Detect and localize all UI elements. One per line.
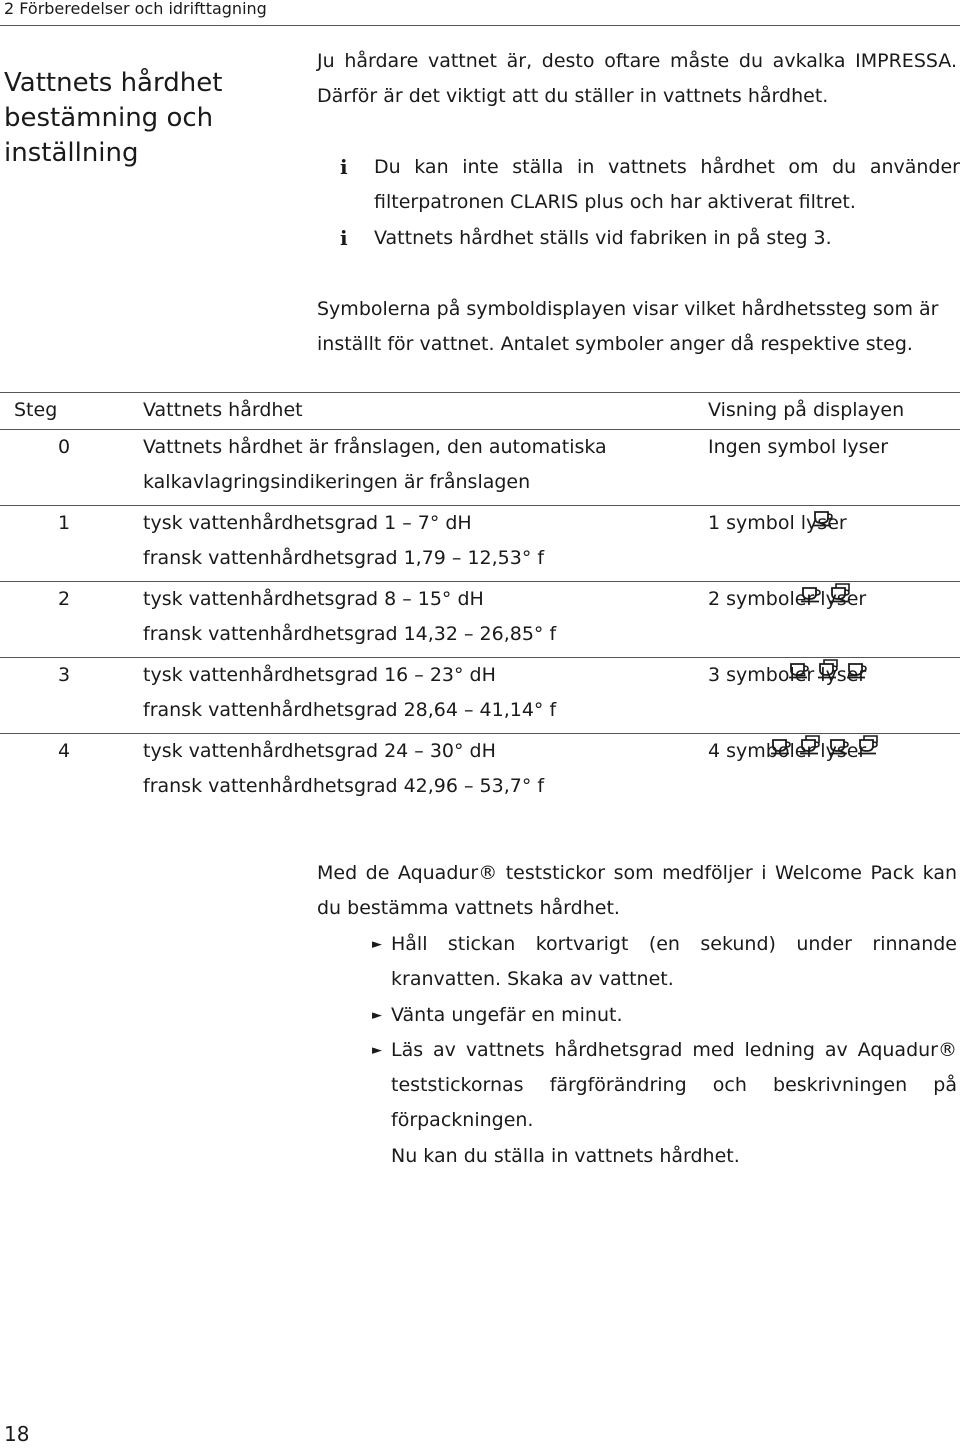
table-row: [0, 734, 960, 809]
result-text: Nu kan du ställa in vattnets hårdhet.: [391, 1145, 740, 1167]
header-divider: [0, 25, 960, 26]
header-step: Steg: [14, 399, 58, 421]
hardness-description: [143, 506, 703, 576]
instruction-text: Vänta ungefär en minut.: [391, 1004, 623, 1026]
aquadur-paragraph: Med de Aquadur® teststickor som medföljer i Welcome Pack kan du bestämma vattnets hårdhet.: [317, 862, 957, 919]
hardness-description: [143, 582, 703, 652]
symbol-group: [788, 658, 870, 688]
coffee-cup-icon: [857, 734, 881, 756]
intro-paragraph: Ju hårdare vattnet är, desto oftare måste du avkalka IMPRESSA. Därför är det viktigt att du ställer in vattnets hårdhet.: [317, 50, 957, 107]
header-hardness: Vattnets hårdhet: [143, 399, 303, 421]
coffee-cup-icon: [846, 658, 870, 680]
symbol-group: [812, 506, 836, 536]
step-number: 4: [58, 740, 71, 762]
hardness-line: tysk vattenhårdhetsgrad 8 – 15° dH: [143, 588, 484, 610]
coffee-cup-icon: [800, 582, 824, 604]
hardness-description: [143, 734, 703, 804]
display-state: 4 symboler lyser: [708, 740, 867, 762]
bullet-arrow-icon: ►: [372, 1043, 382, 1058]
table-row: [0, 582, 960, 658]
instruction-step: [372, 998, 957, 1033]
info-note-text: Vattnets hårdhet ställs vid fabriken in på steg 3.: [374, 227, 832, 249]
hardness-description: [143, 430, 703, 500]
symbol-group: [800, 582, 853, 612]
display-state: 3 symboler lyser: [708, 664, 867, 686]
coffee-cup-icon: [817, 658, 841, 680]
coffee-cup-icon: [770, 734, 794, 756]
bullet-arrow-icon: ►: [372, 1008, 382, 1023]
table-row: [0, 430, 960, 506]
info-icon: i: [340, 226, 348, 250]
info-note-factory: [340, 221, 960, 256]
symbol-group: [770, 734, 881, 764]
section-title: Vattnets hårdhet bestämning och inställning: [4, 67, 223, 168]
instruction-text: Håll stickan kortvarigt (en sekund) under rinnande kranvatten. Skaka av vattnet.: [391, 933, 957, 990]
table-row: [0, 506, 960, 582]
hardness-line: kalkavlagringsindikeringen är frånslagen: [143, 471, 531, 493]
info-note-claris: [340, 150, 960, 220]
info-note-text: Du kan inte ställa in vattnets hårdhet om du använder filterpatronen CLARIS plus och har aktiverat filtret.: [374, 156, 960, 213]
hardness-line: fransk vattenhårdhetsgrad 42,96 – 53,7° f: [143, 775, 545, 797]
coffee-cup-icon: [829, 582, 853, 604]
hardness-line: Vattnets hårdhet är frånslagen, den automatiska: [143, 436, 607, 458]
hardness-line: tysk vattenhårdhetsgrad 16 – 23° dH: [143, 664, 496, 686]
coffee-cup-icon: [812, 506, 836, 528]
table-header-row: [0, 392, 960, 430]
instruction-step: [372, 1033, 957, 1138]
instruction-step: [372, 927, 957, 997]
hardness-line: fransk vattenhårdhetsgrad 1,79 – 12,53° f: [143, 547, 545, 569]
hardness-line: fransk vattenhårdhetsgrad 28,64 – 41,14° f: [143, 699, 557, 721]
hardness-line: tysk vattenhårdhetsgrad 24 – 30° dH: [143, 740, 496, 762]
hardness-line: fransk vattenhårdhetsgrad 14,32 – 26,85° f: [143, 623, 557, 645]
bullet-arrow-icon: ►: [372, 937, 382, 952]
table-row: [0, 658, 960, 734]
chapter-header: 2 Förberedelser och idrifttagning: [4, 0, 267, 18]
step-number: 0: [58, 436, 71, 458]
display-state: 2 symboler lyser: [708, 588, 867, 610]
step-number: 2: [58, 588, 71, 610]
symbols-paragraph: Symbolerna på symboldisplayen visar vilket hårdhetssteg som är inställt för vattnet. Antalet symboler anger då respektive steg.: [317, 298, 939, 355]
coffee-cup-icon: [799, 734, 823, 756]
instruction-text: Läs av vattnets hårdhetsgrad med ledning av Aquadur® teststickornas färgförändring och beskrivningen på förpackningen.: [391, 1039, 957, 1131]
info-icon: i: [340, 155, 348, 179]
hardness-description: [143, 658, 703, 728]
step-number: 3: [58, 664, 71, 686]
hardness-table: [0, 392, 960, 809]
hardness-line: tysk vattenhårdhetsgrad 1 – 7° dH: [143, 512, 472, 534]
page-number: 18: [4, 1422, 30, 1446]
display-state: Ingen symbol lyser: [708, 436, 889, 458]
step-number: 1: [58, 512, 71, 534]
header-display: Visning på displayen: [708, 399, 905, 421]
coffee-cup-icon: [828, 734, 852, 756]
display-state: 1 symbol lyser: [708, 512, 847, 534]
coffee-cup-icon: [788, 658, 812, 680]
